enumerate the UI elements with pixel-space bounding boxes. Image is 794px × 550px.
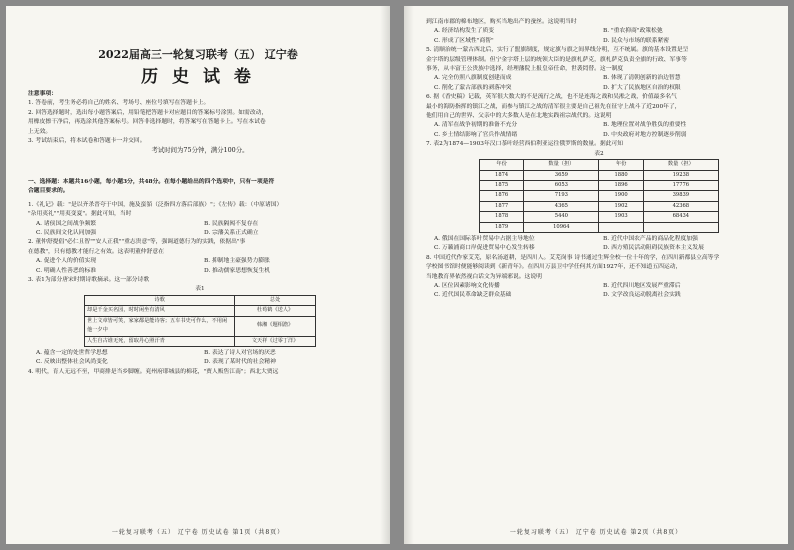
page-footer: 一轮复习联考（五） 辽宁卷 历史试卷 第2页（共8页）	[509, 529, 683, 536]
table-cell: 42368	[643, 201, 718, 211]
question-stem: 2. 董仲舒提倡"必仁且智""安人正我""重志贵意"等，强调道德行为的实践，依据出"事	[28, 239, 246, 246]
table-row	[480, 201, 719, 211]
table-row	[85, 316, 316, 336]
question-stem: 学校图书馆时便能够阅读到《新青年》。在四川万县卫中学任何其方面1927年，还不知道五四运动，	[426, 264, 682, 271]
question-stem: 8. 中国近代作家艾芜，原名汤道耕，是四川人。艾芜岗事 诗书通过生辉全校一位十年的学，在四川新都县立高等学	[426, 254, 720, 261]
table-cell: 1876	[480, 191, 524, 201]
section-heading: 一、选择题：本题共16小题，每小题3分，共48分。在每小题给出的四个选项中，只有一项是符	[28, 179, 275, 185]
question-3	[28, 276, 372, 368]
table-cell: 1875	[480, 180, 524, 190]
option-d: D. 扩大了民族地区自治的权限	[603, 84, 681, 91]
question-stem: 7. 表2为1874—1903年汉口茶叶经营西伯利亚运往俄罗斯的数量。据此可知	[426, 141, 624, 148]
option-a: A. 俄国在国际茶叶贸易中占据主导地位	[434, 235, 535, 242]
question-4-stem: 4. 明代，育人无远不至，甲商排是当乡脚缠。兖州府耶城县的棉花，"贾人贩售江南"；西北大贾远	[28, 368, 279, 375]
question-stem: 1.《礼记》载："是以齐杀晋夸于中国，施及蛮貊（泛指四方落后部族）"；《左传》载：（中原诸国）	[28, 201, 283, 208]
option-d: D. 西方殖民活动阻碍民族资本主义发展	[603, 245, 704, 252]
option-a: A. 区位因素影响文化传播	[434, 282, 500, 289]
option-c: C. 削化了蒙古部族的剥落冲突	[434, 84, 512, 91]
instructions-heading: 注意事项：	[28, 91, 57, 97]
question-stem: 金字塔的层级管理体制。但宁金字塔上层的统领大臣的是旗札萨克，旗札萨克负责全旗的行政、军事等	[426, 56, 687, 63]
table-cell: 3659	[524, 170, 599, 180]
option-b: B. "重农抑商"政策松弛	[603, 28, 663, 35]
exam-title: 2022届高三一轮复习联考（五） 辽宁卷	[98, 48, 298, 61]
option-b: B. 地理位置对战争胜负的重要性	[603, 122, 687, 129]
page-gutter-shadow	[404, 6, 414, 544]
table-row	[85, 336, 316, 346]
table-cell: 1900	[599, 191, 643, 201]
table-cell: 1880	[599, 170, 643, 180]
table-cell: 世上文章皆可笑，家家都是能诗客；五车书史可作么，不用闲他一夕中	[85, 316, 235, 336]
option-a: A. 蕴含一定的处世哲学思想	[36, 349, 108, 356]
table-cell: 1874	[480, 170, 524, 180]
table-header: 诗歌	[85, 295, 235, 305]
page-footer: 一轮复习联考（五） 辽宁卷 历史试卷 第1页（共8页）	[111, 529, 285, 536]
table-header: 年份	[480, 160, 524, 170]
table-cell: 1903	[599, 212, 643, 222]
table-cell: 17776	[643, 180, 718, 190]
poetry-table	[84, 295, 316, 347]
question-stem: 他们用自己的世界、父亲中的大多数人是在北地实践祖宗战代的。这说明	[426, 113, 612, 120]
option-b: B. 抑制地主豪强势力膨胀	[204, 258, 270, 265]
instructions-block	[28, 90, 372, 156]
option-d: D. 宗藩关系正式确立	[204, 230, 259, 237]
table-cell: 4365	[524, 201, 599, 211]
option-a: A. 清军在战争初期的准备不充分	[434, 122, 518, 129]
question-stem: 5. 清顺治统一蒙古西北后，实行了盟旗制度，规定旗与旗之间界线分明，互不统属。旗的基本设置是呈	[426, 47, 689, 54]
question-2	[28, 238, 372, 276]
option-d: D. 表现了某时代的社会精神	[204, 359, 276, 366]
option-d: D. 文学改良运动脱离社会实践	[603, 292, 681, 299]
option-b: B. 近代四川地区发展严重滞后	[603, 282, 681, 289]
option-c: C. 乡土情结影响了官兵作战情绪	[434, 131, 518, 138]
table-cell: 却是千金买名园，时时闲坐有清风	[85, 306, 235, 316]
questions-block	[426, 18, 772, 301]
exam-page-2	[404, 6, 788, 544]
option-a: A. 经济结构发生了质变	[434, 28, 495, 35]
question-7	[426, 140, 772, 253]
table-cell: 韩湘《题相澹》	[235, 316, 316, 336]
table-row	[480, 180, 719, 190]
question-stem: 事务，从丰富王公贵族中选择，经理藩院上报皇帝任命，世袭罔替。这一制度	[426, 66, 624, 73]
table-cell: 5440	[524, 212, 599, 222]
option-d: D. 推动儒家思想恢复生机	[204, 267, 271, 274]
option-c: C. 万籁浦商口岸促进贸易中心发生转移	[434, 245, 535, 252]
question-stem: 在德教"，只有德教才能行之有效。这表明董仲舒意在	[28, 248, 164, 255]
table-cell	[643, 222, 718, 232]
exam-subject: 历 史 试 卷	[141, 67, 255, 87]
option-c: C. 反映出整体社会风尚变化	[36, 359, 108, 366]
time-note: 考试时间为75分钟，满分100分。	[151, 146, 249, 155]
option-b: B. 民族隔阂不复存在	[204, 220, 259, 227]
table-cell: 杜荀鹤《送人》	[235, 306, 316, 316]
table-cell: 人生自古谁无死，留取丹心照汗青	[85, 336, 235, 346]
question-stem: 6. 据《香史稿》记载，英军很大数大的不是流行之战，也不是连海之战和吴淞之战，价值最多名气	[426, 94, 677, 101]
table-row	[480, 212, 719, 222]
table-cell: 1877	[480, 201, 524, 211]
table-row	[85, 306, 316, 316]
table-cell: 1896	[599, 180, 643, 190]
option-c: C. 近代国民革命缺乏群众基础	[434, 292, 512, 299]
instruction-line: 3. 考试结束后，将本试卷和答题卡一并交回。	[28, 138, 146, 145]
question-stem: 最小的海防指挥的镇江之战，而参与镇江之战的清军很主要是自己祖先在征守上战斗了近200年了，	[426, 103, 681, 110]
option-c: C. 形成了区域性"商帮"	[434, 37, 494, 44]
table-header: 年份	[599, 160, 643, 170]
table-cell: 19238	[643, 170, 718, 180]
table-cell: 1879	[480, 222, 524, 232]
question-stem: 当地教育界依然视白话文为异端邪说。这说明	[426, 273, 542, 280]
section-heading-cont: 合题目要求的。	[28, 188, 69, 195]
table-header: 数量（担）	[643, 160, 718, 170]
question-stem: 3. 表1为部分唐宋时期诗歌摘录。这一部分诗歌	[28, 277, 150, 284]
option-b: B. 近代中国农产品的商品化程度加强	[603, 235, 698, 242]
option-b: B. 体现了清朝创新的治边智慧	[603, 75, 681, 82]
table-caption: 表1	[195, 286, 205, 293]
exam-page-1	[6, 6, 390, 544]
option-a: A. 促进个人的价值实现	[36, 258, 97, 265]
option-d: D. 中央政府对地方控制逐步削弱	[603, 131, 687, 138]
table-cell: 1902	[599, 201, 643, 211]
option-d: D. 民众与市场的联系紧密	[603, 37, 670, 44]
option-c: C. 明确人性善恶的标准	[36, 267, 97, 274]
question-5	[426, 46, 772, 93]
table-cell: 7193	[524, 191, 599, 201]
table-row	[480, 222, 719, 232]
question-stem: "杂用夷礼""用夷变夏"。据此可知，当时	[28, 211, 132, 218]
questions-block	[28, 178, 372, 377]
instruction-line: 2. 回答选择题时，选出每小题答案后，用铅笔把答题卡对应题目的答案标号涂黑。如需改动，	[28, 109, 268, 116]
table-cell: 6053	[524, 180, 599, 190]
option-a: A. 诸侯国之间战争频繁	[36, 220, 97, 227]
table-cell: 10964	[524, 222, 599, 232]
question-4-stem-cont: 到江南市郡的棉布地区，购买当地出产的蚕丝。这说明当时	[426, 19, 577, 25]
table-row	[480, 170, 719, 180]
table-header: 数量（担）	[524, 160, 599, 170]
table-cell: 39839	[643, 191, 718, 201]
question-6	[426, 93, 772, 140]
tea-export-table	[479, 159, 719, 233]
table-header: 总处	[235, 295, 316, 305]
table-cell: 68434	[643, 212, 718, 222]
instruction-line: 用橡皮擦干净后，再选涂其他答案标号。回答非选择题时，将答案写在答题卡上。写在本试卷	[28, 119, 266, 126]
option-b: B. 表达了诗人对官场的厌恶	[204, 349, 276, 356]
instruction-line: 1. 答卷前，考生务必将自己的姓名、考场号、座位号填写在答题卡上。	[28, 100, 210, 107]
table-cell	[599, 222, 643, 232]
table-row	[480, 191, 719, 201]
question-8	[426, 254, 772, 301]
option-c: C. 民族间文化认同加强	[36, 230, 97, 237]
question-1	[28, 201, 372, 239]
table-cell: 文天祥《过零丁洋》	[235, 336, 316, 346]
table-cell: 1878	[480, 212, 524, 222]
instruction-line: 上无效。	[28, 128, 52, 135]
option-a: A. 完全仿照八旗制度创建而成	[434, 75, 512, 82]
table-caption: 表2	[594, 150, 604, 157]
